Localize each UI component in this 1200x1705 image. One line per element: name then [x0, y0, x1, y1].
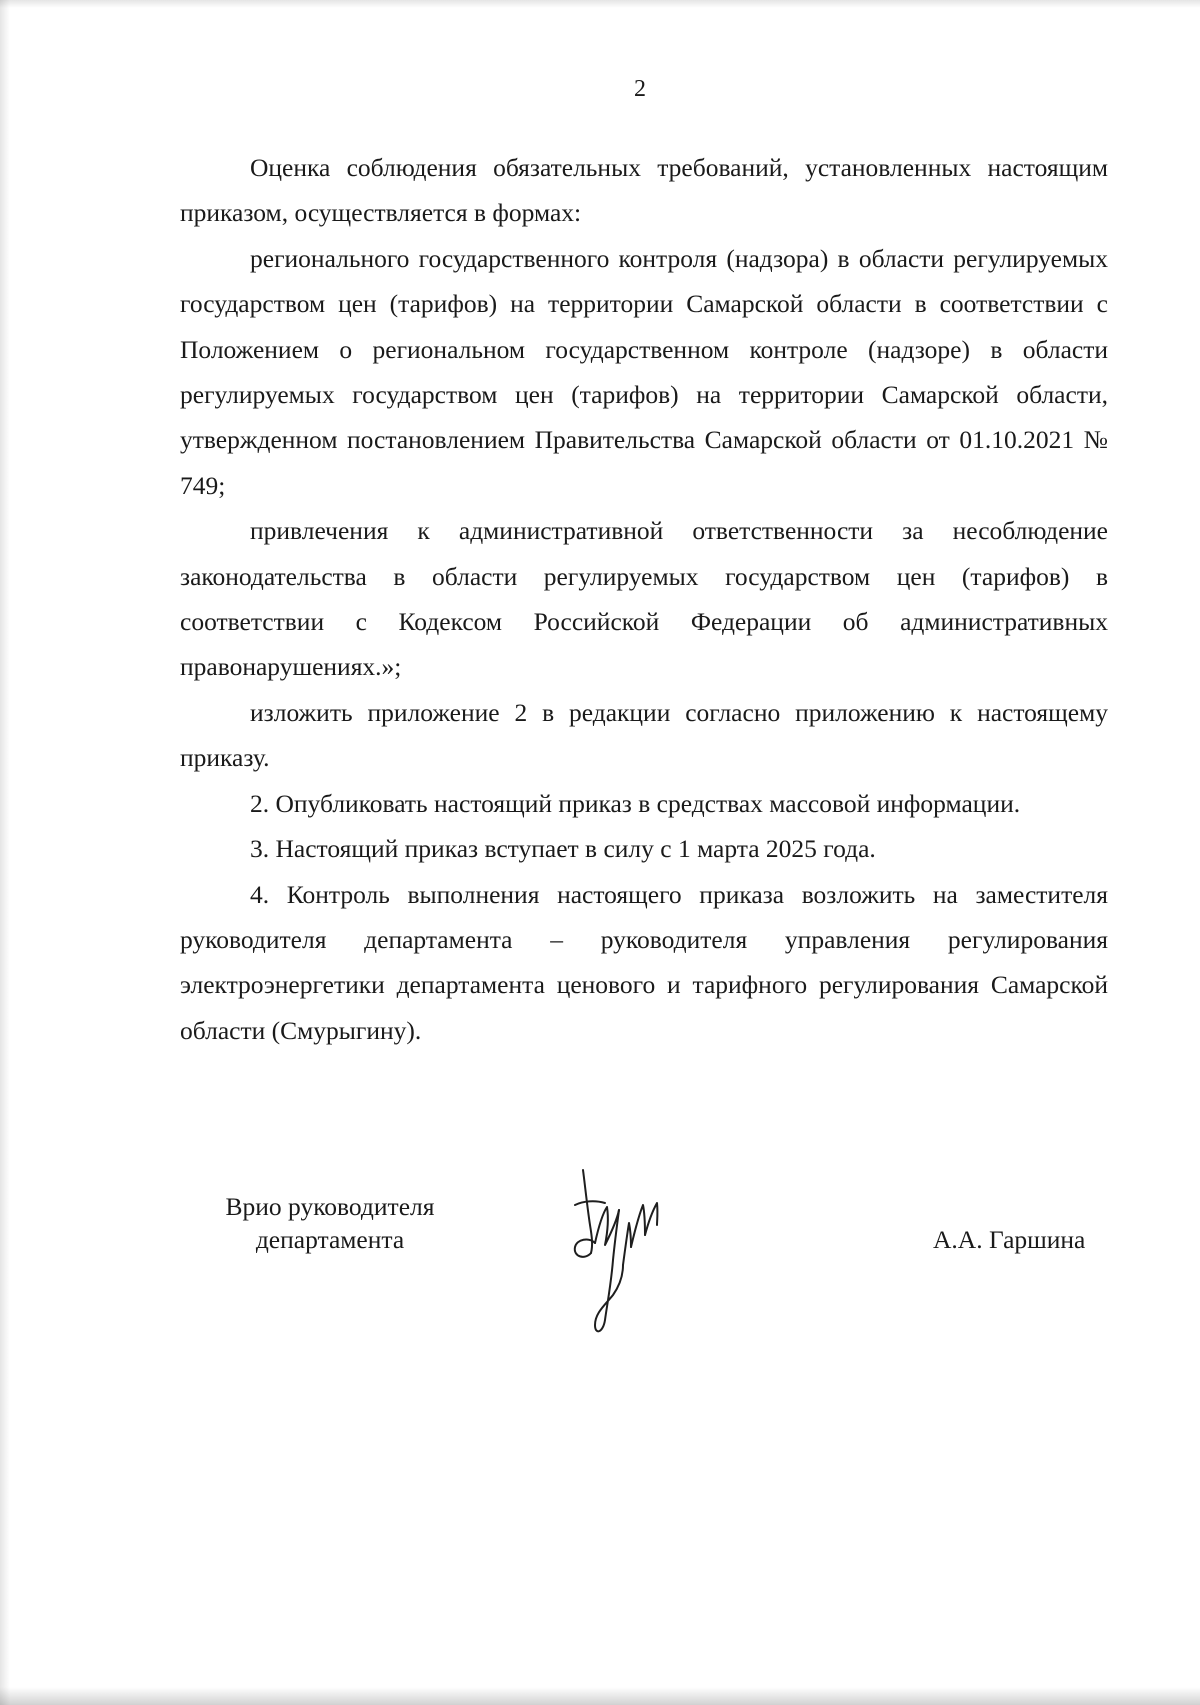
scan-edge-left [0, 0, 10, 1705]
paragraph-control: 4. Контроль выполнения настоящего приказа возложить на заместителя руководителя департамента – руководителя управления регулирования электроэнергетики департамента ценового и тарифного регулирования Самарской области (Смурыгину). [180, 879, 1108, 1045]
signature-block [0, 1190, 1200, 1350]
paragraph-publish: 2. Опубликовать настоящий приказ в средствах массовой информации. [250, 788, 1021, 818]
handwritten-signature [565, 1165, 675, 1340]
document-body [180, 145, 1108, 1053]
signer-name: А.А. Гаршина [933, 1225, 1086, 1254]
paragraph-assessment-forms: Оценка соблюдения обязательных требований, установленных настоящим приказом, осуществляется в формах: [180, 153, 1108, 228]
paragraph-administrative-liability: привлечения к административной ответственности за несоблюдение законодательства в области регулируемых государством цен (тарифов) в соответствии с Кодексом Российской Федерации об административных правонарушениях.»; [180, 516, 1108, 682]
paragraph-effective-date: 3. Настоящий приказ вступает в силу с 1 марта 2025 года. [250, 834, 876, 864]
page-number: 2 [634, 76, 646, 102]
paragraph-regional-control: регионального государственного контроля (надзора) в области регулируемых государством цен (тарифов) на территории Самарской области в соответствии с Положением о региональном государственном контроле (надзоре) в области регулируемых государством цен (тарифов) на территории Самарской области, утвержденном постановлением Правительства Самарской области от 01.10.2021 № 749; [180, 243, 1108, 500]
signer-title-line-1: Врио руководителя [225, 1192, 435, 1221]
signer-title-line-2: департамента [255, 1225, 405, 1254]
scan-edge-bottom [0, 1687, 1200, 1705]
scan-edge-top [0, 0, 1200, 8]
signer-title [195, 1190, 465, 1256]
paragraph-appendix-2: изложить приложение 2 в редакции согласно приложению к настоящему приказу. [180, 697, 1108, 773]
